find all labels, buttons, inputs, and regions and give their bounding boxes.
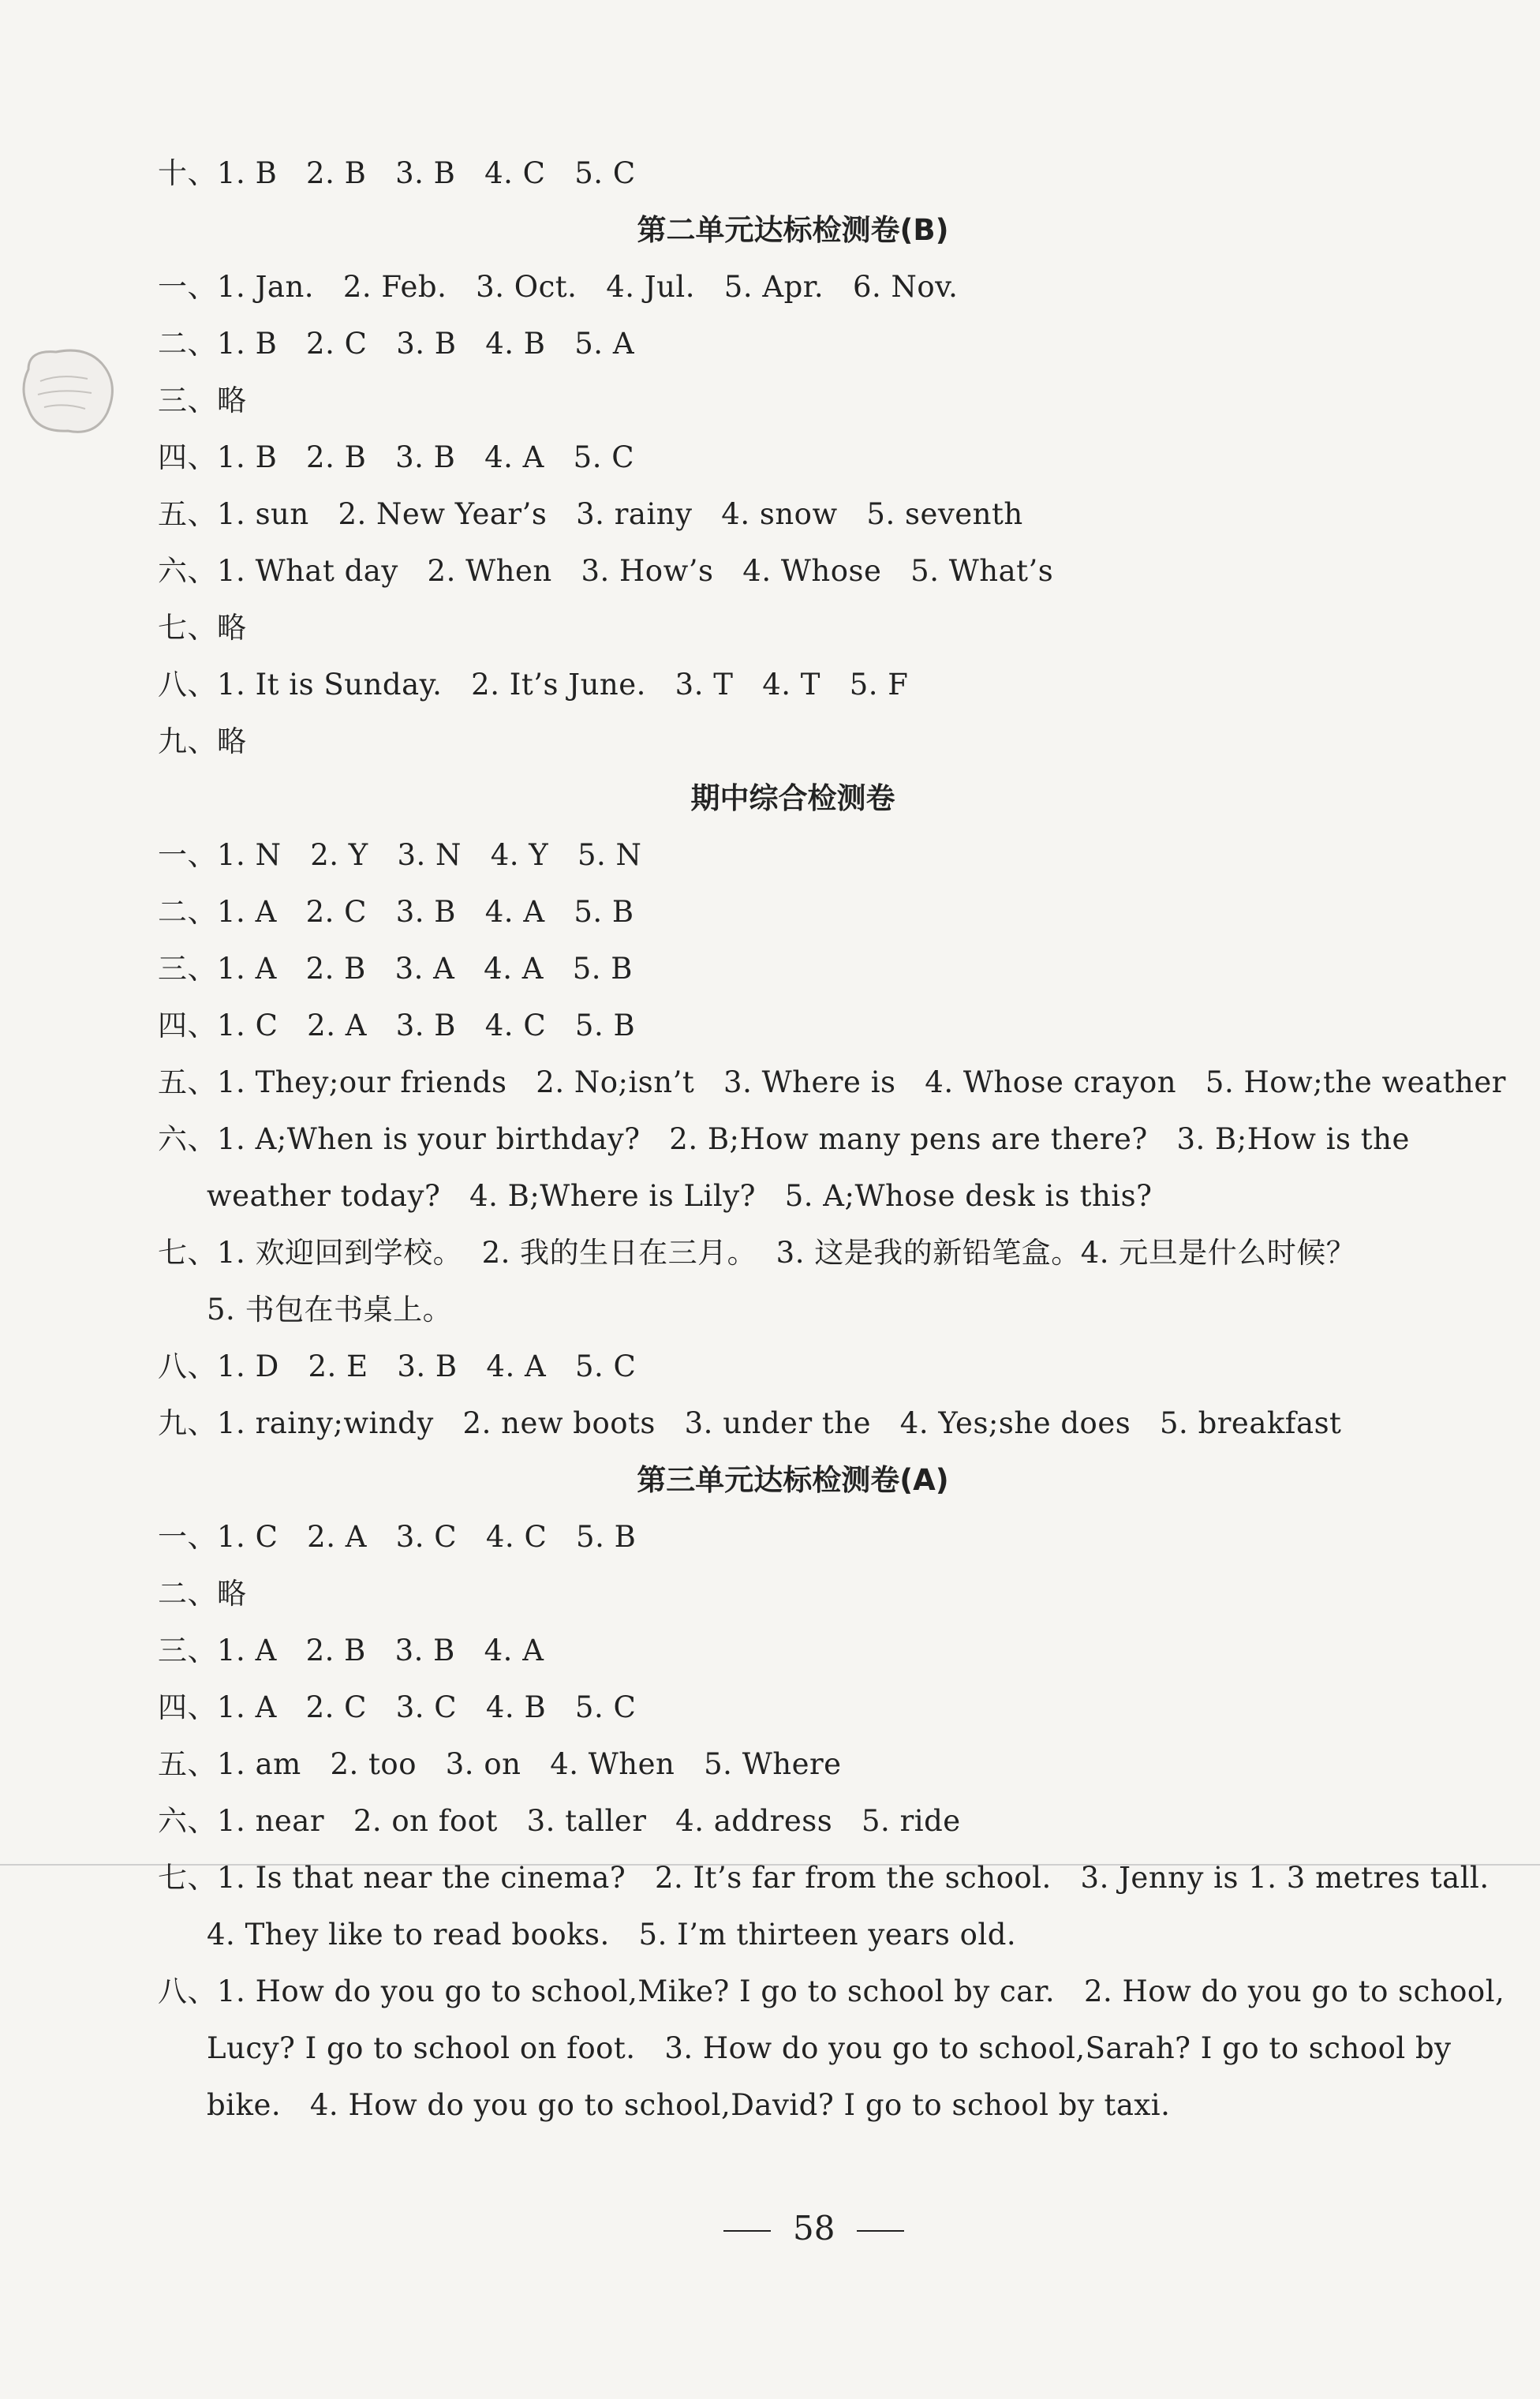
answer-line: 七、略: [158, 611, 247, 645]
answer-line: 四、1. B 2. B 3. B 4. A 5. C: [158, 440, 635, 474]
answer-line: 二、略: [158, 1577, 247, 1611]
answer-line: 一、1. C 2. A 3. C 4. C 5. B: [158, 1520, 637, 1554]
answer-line-continued: 5. 书包在书桌上。: [207, 1293, 453, 1327]
answer-line: 五、1. sun 2. New Year’s 3. rainy 4. snow 5. seventh: [158, 497, 1023, 531]
answer-line: 一、1. Jan. 2. Feb. 3. Oct. 4. Jul. 5. Apr. 6. Nov.: [158, 270, 959, 304]
answer-line: 三、1. A 2. B 3. A 4. A 5. B: [158, 952, 633, 986]
section-heading-unit2-b: 第二单元达标检测卷(B): [637, 213, 949, 247]
answer-line: 十、1. B 2. B 3. B 4. C 5. C: [158, 156, 636, 190]
page-number-text: 58: [792, 2209, 835, 2247]
answer-line: 六、1. A;When is your birthday? 2. B;How many pens are there? 3. B;How is the: [158, 1122, 1410, 1156]
answer-line-continued: bike. 4. How do you go to school,David? I go to school by taxi.: [207, 2088, 1171, 2122]
stamp-logo-icon: [13, 338, 123, 448]
answer-line: 二、1. A 2. C 3. B 4. A 5. B: [158, 895, 634, 929]
answer-line: 五、1. am 2. too 3. on 4. When 5. Where: [158, 1747, 842, 1781]
section-heading-midterm: 期中综合检测卷: [690, 781, 895, 815]
answer-line: 七、1. 欢迎回到学校。 2. 我的生日在三月。 3. 这是我的新铅笔盒。4. 元旦是什么时候？: [158, 1236, 1356, 1270]
answer-line: 八、1. D 2. E 3. B 4. A 5. C: [158, 1349, 637, 1383]
answer-line: 三、略: [158, 384, 247, 417]
answer-line-continued: Lucy? I go to school on foot. 3. How do you go to school,Sarah? I go to school by: [207, 2031, 1452, 2065]
answer-line: 六、1. What day 2. When 3. How’s 4. Whose 5. What’s: [158, 554, 1054, 588]
page-number: [0, 2170, 1540, 2286]
answer-line: 五、1. They;our friends 2. No;isn’t 3. Where is 4. Whose crayon 5. How;the weather: [158, 1065, 1506, 1099]
answer-line: 一、1. N 2. Y 3. N 4. Y 5. N: [158, 838, 642, 872]
answer-line-continued: 4. They like to read books. 5. I’m thirteen years old.: [207, 1918, 1017, 1952]
answer-line: 四、1. A 2. C 3. C 4. B 5. C: [158, 1690, 637, 1724]
answer-line: 八、1. How do you go to school,Mike? I go to school by car. 2. How do you go to school,: [158, 1974, 1505, 2008]
answer-line: 七、1. Is that near the cinema? 2. It’s far from the school. 3. Jenny is 1. 3 metres tall.: [158, 1861, 1490, 1895]
answer-line: 六、1. near 2. on foot 3. taller 4. address 5. ride: [158, 1804, 961, 1838]
answer-line: 九、1. rainy;windy 2. new boots 3. under the 4. Yes;she does 5. breakfast: [158, 1406, 1342, 1440]
dash-right: [857, 2230, 904, 2232]
answer-line-continued: weather today? 4. B;Where is Lily? 5. A;Whose desk is this?: [207, 1179, 1153, 1213]
answer-line: 八、1. It is Sunday. 2. It’s June. 3. T 4. T 5. F: [158, 668, 909, 702]
answer-line: 二、1. B 2. C 3. B 4. B 5. A: [158, 327, 635, 361]
answer-line: 九、略: [158, 724, 247, 758]
section-heading-unit3-a: 第三单元达标检测卷(A): [637, 1463, 949, 1497]
answer-line: 四、1. C 2. A 3. B 4. C 5. B: [158, 1009, 636, 1042]
answer-line: 三、1. A 2. B 3. B 4. A: [158, 1634, 544, 1667]
dash-left: [723, 2230, 771, 2232]
